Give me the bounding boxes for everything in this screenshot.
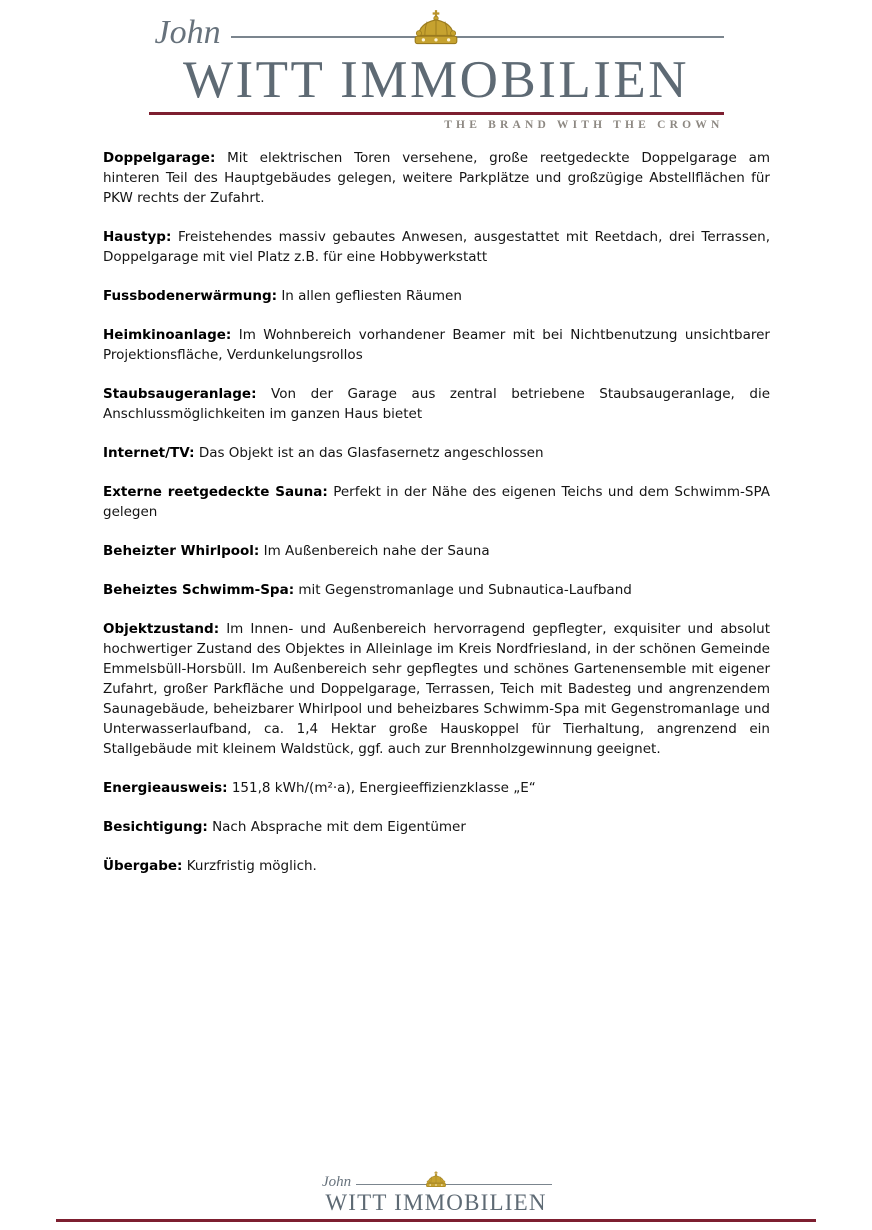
logo-script-row	[149, 12, 724, 54]
section-text: Im Wohnbereich vorhandener Beamer mit bei Nichtbenutzung unsichtbarer Projektionsfläche, Verdunkelungsrollos	[103, 327, 770, 363]
company-name: WITT IMMOBILIEN	[182, 51, 690, 109]
footer-company-name: WITT IMMOBILIEN	[325, 1190, 547, 1215]
section-beheiztes-schwimm-spa	[103, 580, 770, 600]
section-text: In allen gefliesten Räumen	[281, 288, 462, 304]
section-energieausweis	[103, 778, 770, 798]
section-text: Kurzfristig möglich.	[186, 858, 317, 874]
section-label: Übergabe:	[103, 858, 183, 874]
section-label: Heimkinoanlage:	[103, 327, 232, 343]
section-haustyp	[103, 227, 770, 267]
section-label: Objektzustand:	[103, 621, 220, 637]
brand-divider	[149, 112, 724, 115]
footer-logo-script-row	[320, 1173, 552, 1191]
company-logo	[149, 12, 724, 131]
section-label: Haustyp:	[103, 229, 172, 245]
brand-tagline: THE BRAND WITH THE CROWN	[444, 119, 724, 131]
logo-script-text: John	[154, 14, 221, 51]
section-fussbodenerwaermung	[103, 286, 770, 306]
footer-company-logo	[320, 1173, 552, 1214]
section-label: Doppelgarage:	[103, 150, 216, 166]
section-externe-sauna	[103, 482, 770, 522]
footer-divider	[56, 1219, 816, 1222]
section-label: Besichtigung:	[103, 819, 208, 835]
section-label: Fussbodenerwärmung:	[103, 288, 278, 304]
section-text: Das Objekt ist an das Glasfasernetz angeschlossen	[198, 445, 544, 461]
section-text: mit Gegenstromanlage und Subnautica-Laufband	[298, 582, 632, 598]
section-heimkinoanlage	[103, 325, 770, 365]
section-text: Von der Garage aus zentral betriebene Staubsaugeranlage, die Anschlussmöglichkeiten im ganzen Haus bietet	[103, 386, 771, 422]
section-text: Nach Absprache mit dem Eigentümer	[212, 819, 466, 835]
section-uebergabe	[103, 856, 770, 876]
section-label: Beheizter Whirlpool:	[103, 543, 260, 559]
property-details	[0, 131, 872, 895]
section-label: Externe reetgedeckte Sauna:	[103, 484, 328, 500]
section-text: Im Außenbereich nahe der Sauna	[263, 543, 490, 559]
section-internet-tv	[103, 443, 770, 463]
page-header	[0, 0, 872, 131]
section-beheizter-whirlpool	[103, 541, 770, 561]
section-text: Freistehendes massiv gebautes Anwesen, ausgestattet mit Reetdach, drei Terrassen, Doppelgarage mit viel Platz z.B. für eine Hobbywerkstatt	[103, 229, 771, 265]
logo-horizontal-rule	[231, 36, 724, 38]
section-label: Internet/TV:	[103, 445, 195, 461]
section-staubsaugeranlage	[103, 384, 770, 424]
section-besichtigung	[103, 817, 770, 837]
section-text: Im Innen- und Außenbereich hervorragend gepflegter, exquisiter und absolut hochwertiger Zustand des Objektes in Alleinlage im Kreis Nordfriesland, in der schönen Gemeinde Emmelsbüll-Horsbüll. Im Außenbereich sehr gepflegtes und schönes Gartenensemble mit eigener Zufahrt, großer Parkfläche und Doppelgarage, Terrassen, Teich mit Badesteg und angrenzendem Saunagebäude, beheizbarer Whirlpool und beheizbares Schwimm-Spa mit Gegenstromanlage und Unterwasserlaufband, ca. 1,4 Hektar große Hauskoppel für Tierhaltung, angrenzend ein Stallgebäude mit kleinem Waldstück, ggf. auch zur Brennholzgewinnung geeignet.	[103, 621, 771, 757]
section-doppelgarage	[103, 148, 770, 208]
footer-crown-icon	[424, 1170, 448, 1189]
section-label: Staubsaugeranlage:	[103, 386, 257, 402]
section-objektzustand	[103, 619, 770, 759]
section-label: Beheiztes Schwimm-Spa:	[103, 582, 295, 598]
section-text: 151,8 kWh/(m²·a), Energieeffizienzklasse „E“	[231, 780, 536, 796]
section-label: Energieausweis:	[103, 780, 228, 796]
footer-logo-script-text: John	[322, 1173, 352, 1190]
footer-logo-horizontal-rule	[356, 1184, 552, 1185]
section-text: Perfekt in der Nähe des eigenen Teichs und dem Schwimm-SPA gelegen	[103, 484, 770, 520]
page-footer	[0, 1173, 872, 1230]
section-text: Mit elektrischen Toren versehene, große reetgedeckte Doppelgarage am hinteren Teil des Hauptgebäudes gelegen, weitere Parkplätze und großzügige Abstellflächen für PKW rechts der Zufahrt.	[103, 150, 770, 206]
crown-icon	[410, 8, 462, 48]
